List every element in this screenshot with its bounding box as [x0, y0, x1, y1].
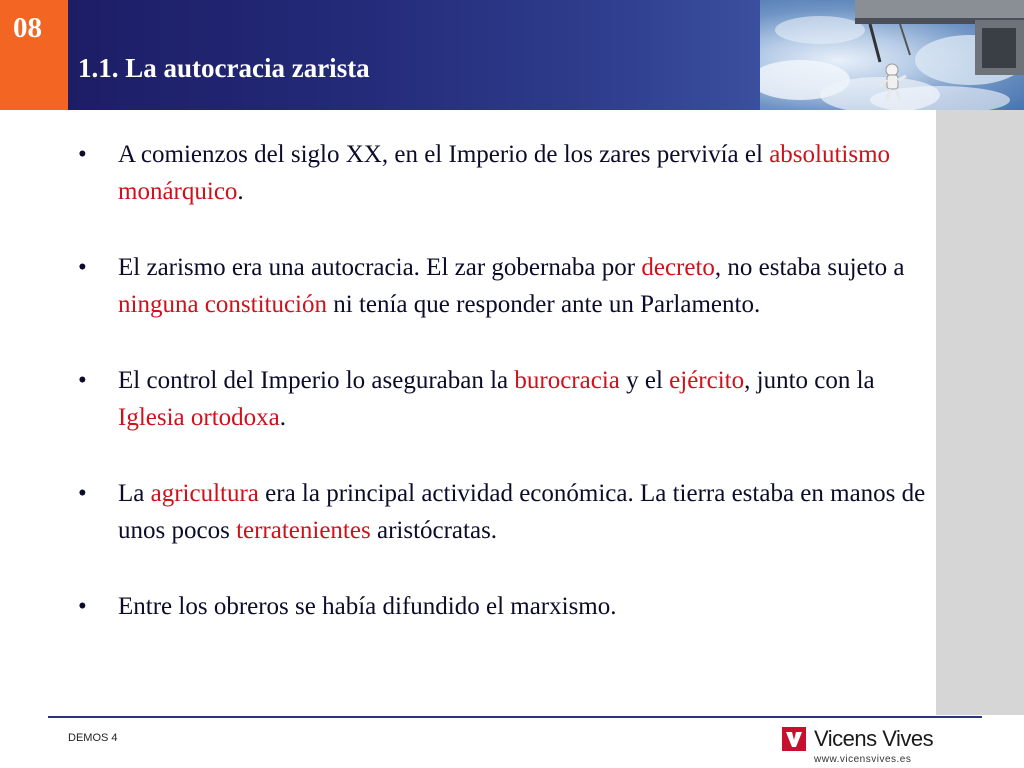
logo-url: www.vicensvives.es: [814, 754, 912, 765]
highlighted-term: Iglesia ortodoxa: [118, 404, 280, 431]
slide-title: 1.1. La autocracia zarista: [78, 53, 370, 83]
bullet-text: aristócratas.: [370, 517, 498, 544]
logo-name: Vicens Vives: [814, 726, 934, 751]
vicens-vives-v-logo-icon: [782, 727, 806, 751]
bullet-text: ni tenía que responder ante un Parlamento.: [327, 291, 761, 318]
bullet-text: .: [279, 404, 287, 431]
highlighted-term: terratenientes: [236, 517, 371, 544]
bullet-text: A comienzos del siglo XX, en el Imperio de los zares pervivía el: [118, 141, 770, 168]
bullet-item: [78, 588, 928, 625]
bullet-text: El control del Imperio lo aseguraban la: [118, 367, 515, 394]
highlighted-term: burocracia: [514, 367, 620, 394]
bullet-item: [78, 249, 928, 323]
bullet-text: , no estaba sujeto a: [714, 254, 905, 281]
astronaut-spacewalk-photo: [760, 0, 1024, 110]
bullet-item: [78, 136, 928, 210]
bullet-marker: •: [78, 593, 87, 620]
highlighted-term: agricultura: [150, 480, 259, 507]
publisher-logo[interactable]: [782, 727, 1022, 767]
bullet-marker: •: [78, 141, 87, 168]
bullet-marker: •: [78, 254, 87, 281]
highlighted-term: absolutismo monárquico: [118, 141, 891, 205]
bullet-item: [78, 475, 928, 549]
bullet-item: [78, 362, 928, 436]
slide-number: 08: [13, 12, 42, 44]
bullet-marker: •: [78, 480, 87, 507]
bullet-text: La: [118, 480, 151, 507]
bullet-text: , junto con la: [744, 367, 875, 394]
slide-header: [0, 0, 1024, 110]
slide-number-box: [0, 0, 68, 110]
bullet-text: .: [237, 178, 244, 205]
bullet-marker: •: [78, 367, 87, 394]
bullet-list: [78, 136, 928, 664]
bullet-text: y el: [619, 367, 670, 394]
bullet-text: El zarismo era una autocracia. El zar gobernaba por: [118, 254, 642, 281]
bullet-text: era la principal actividad económica. La tierra estaba en manos de unos pocos: [118, 480, 926, 544]
footer-label: DEMOS 4: [68, 732, 118, 744]
highlighted-term: ninguna constitución: [118, 291, 327, 318]
right-side-bar: [936, 110, 1024, 715]
bullet-text: Entre los obreros se había difundido el marxismo.: [118, 593, 617, 620]
footer-divider: [48, 716, 982, 718]
highlighted-term: decreto: [641, 254, 715, 281]
highlighted-term: ejército: [669, 367, 745, 394]
